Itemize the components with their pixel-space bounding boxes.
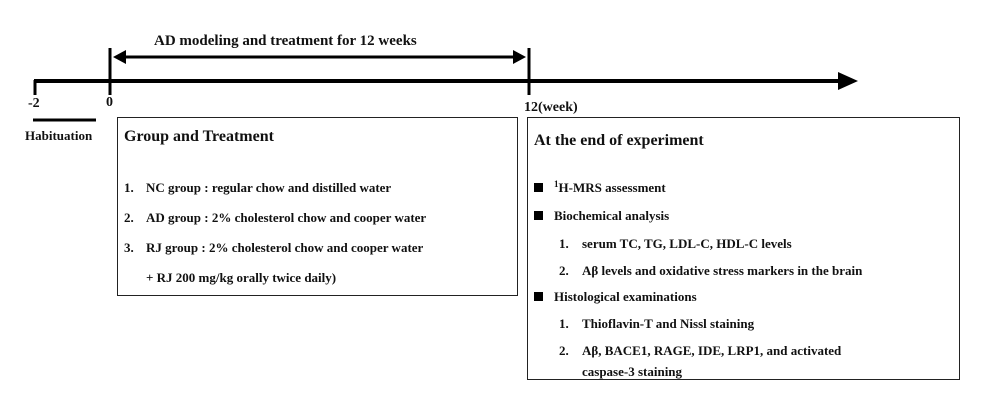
habituation-label: Habituation <box>25 128 93 143</box>
group-item-3-text: RJ group : 2% cholesterol chow and cooper water <box>146 240 424 255</box>
tick-end-value: 12 <box>524 100 538 115</box>
biochem-item-2-num: 2. <box>559 263 569 278</box>
time-axis-arrowhead <box>838 72 858 90</box>
tick-label-end <box>524 100 578 116</box>
histo-item-1 <box>559 316 754 332</box>
group-item-3-continuation: + RJ 200 mg/kg orally twice daily) <box>146 270 337 285</box>
mrs-item <box>534 180 666 196</box>
biochem-item-2-text: Aβ levels and oxidative stress markers in the brain <box>582 263 863 278</box>
group-item-2-num: 2. <box>124 210 134 225</box>
tick-label-start: -2 <box>28 96 40 111</box>
histo-label: Histological examinations <box>554 289 697 304</box>
histo-item-1-text: Thioflavin-T and Nissl staining <box>582 316 755 331</box>
tick-unit: (week) <box>538 100 578 115</box>
group-treatment-box <box>117 117 518 296</box>
period-label: AD modeling and treatment for 12 weeks <box>154 33 417 49</box>
square-bullet-icon <box>534 183 543 192</box>
square-bullet-icon <box>534 292 543 301</box>
histo-item-2-num: 2. <box>559 343 569 358</box>
end-box-title: At the end of experiment <box>534 132 704 149</box>
group-box-title: Group and Treatment <box>124 128 274 145</box>
biochem-item-1-text: serum TC, TG, LDL-C, HDL-C levels <box>582 236 792 251</box>
biochem-heading <box>534 208 669 224</box>
histo-item-2-text: Aβ, BACE1, RAGE, IDE, LRP1, and activated <box>582 343 842 358</box>
histo-item-1-num: 1. <box>559 316 569 331</box>
histo-item-2-continuation: caspase-3 staining <box>582 364 683 379</box>
biochem-item-1-num: 1. <box>559 236 569 251</box>
group-item-1-text: NC group : regular chow and distilled water <box>146 180 392 195</box>
period-span-arrow-left <box>113 50 126 64</box>
end-experiment-box <box>527 117 960 380</box>
biochem-item-2 <box>559 263 862 279</box>
square-bullet-icon <box>534 211 543 220</box>
tick-label-zero: 0 <box>106 95 113 110</box>
biochem-item-1 <box>559 236 792 252</box>
group-item-2 <box>124 210 426 226</box>
group-item-3-num: 3. <box>124 240 134 255</box>
group-item-1-num: 1. <box>124 180 134 195</box>
group-item-2-text: AD group : 2% cholesterol chow and cooper water <box>146 210 427 225</box>
histo-heading <box>534 289 697 305</box>
group-item-1 <box>124 180 391 196</box>
period-span-arrow-right <box>513 50 526 64</box>
biochem-label: Biochemical analysis <box>554 208 670 223</box>
mrs-superscript: 1 <box>554 179 559 189</box>
group-item-3 <box>124 240 423 256</box>
mrs-text: H-MRS assessment <box>558 180 666 195</box>
histo-item-2 <box>559 343 841 359</box>
